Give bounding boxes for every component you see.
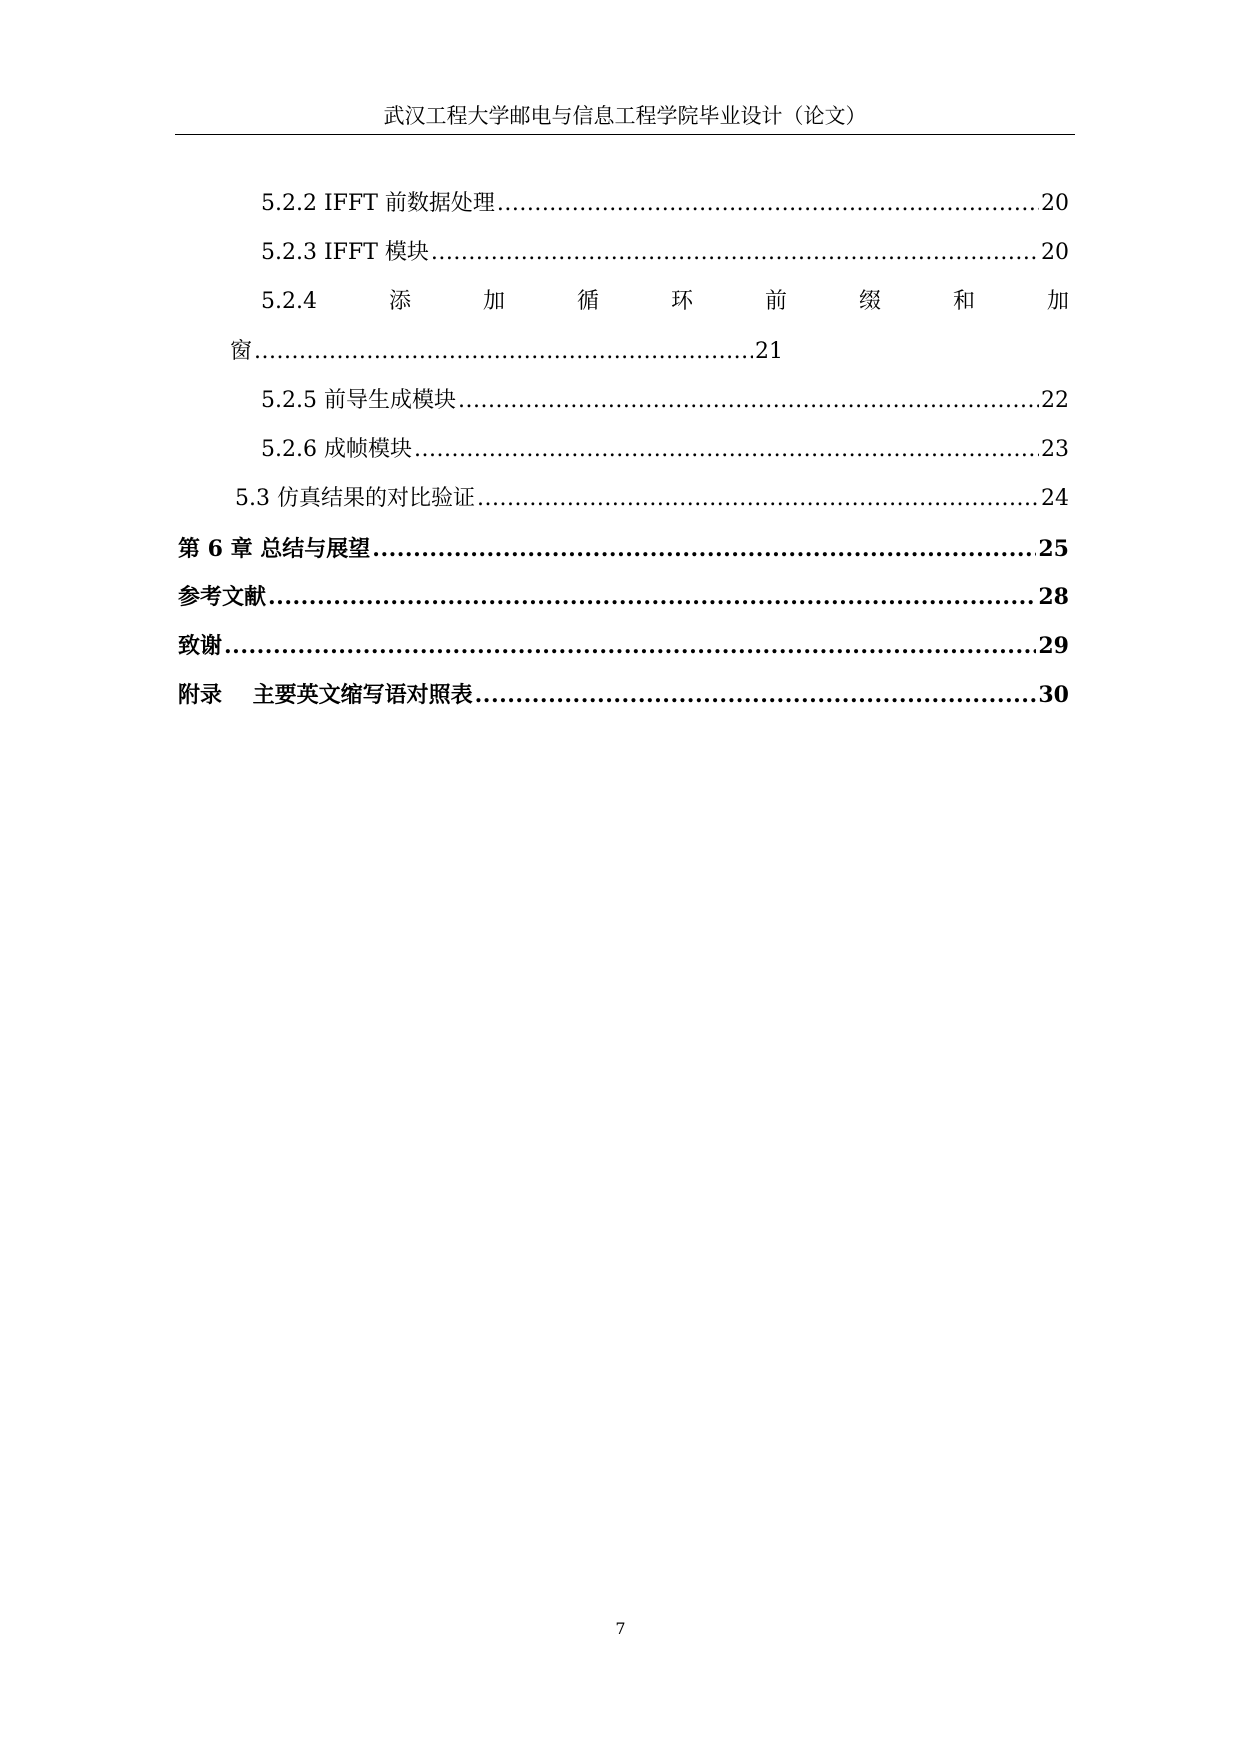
- toc-entry-label: 5.2.6 成帧模块: [261, 437, 412, 462]
- toc-page-number: 20: [1041, 191, 1069, 216]
- toc-entry-label: 附录 主要英文缩写语对照表: [178, 682, 473, 708]
- toc-entry-word: 缀: [858, 289, 881, 314]
- toc-page-number: 21: [755, 339, 783, 364]
- toc-entry-word: 循: [576, 289, 599, 314]
- toc-entry-word: 加: [482, 289, 505, 314]
- toc-entry-word: 环: [670, 289, 693, 314]
- toc-entry-5-3[interactable]: [235, 483, 1069, 515]
- toc-page-number: 28: [1038, 584, 1069, 610]
- toc-entry-word: 前: [764, 289, 787, 314]
- toc-entry-5-2-5[interactable]: [261, 385, 1069, 417]
- dot-leader: [224, 630, 1036, 662]
- toc-entry-5-2-4-continued[interactable]: [230, 336, 783, 368]
- toc-entry-5-2-4[interactable]: [261, 286, 1069, 318]
- running-header: 武汉工程大学邮电与信息工程学院毕业设计（论文）: [383, 104, 867, 128]
- dot-leader: [254, 336, 753, 368]
- toc-entry-label: 第 6 章 总结与展望: [178, 536, 371, 562]
- toc-entry-label: 参考文献: [178, 584, 267, 610]
- header-rule: [175, 134, 1075, 135]
- dot-leader: [268, 581, 1036, 613]
- toc-entry-label: 5.2.2 IFFT 前数据处理: [261, 191, 495, 216]
- toc-entry-label: 5.2.3 IFFT 模块: [261, 240, 429, 265]
- toc-page-number: 30: [1038, 682, 1069, 708]
- toc-entry-word: 和: [952, 289, 975, 314]
- toc-page-number: 29: [1038, 633, 1069, 659]
- dot-leader: [414, 434, 1039, 466]
- toc-page-number: 23: [1041, 437, 1069, 462]
- toc-entry-label: 5.3 仿真结果的对比验证: [235, 486, 475, 511]
- dot-leader: [431, 237, 1039, 269]
- toc-entry-label: 5.2.5 前导生成模块: [261, 388, 456, 413]
- toc-entry-word: 加: [1046, 289, 1069, 314]
- toc-entry-label: 窗: [230, 339, 253, 364]
- toc-page-number: 22: [1041, 388, 1069, 413]
- toc-entry-5-2-3[interactable]: [261, 237, 1069, 269]
- dot-leader: [372, 533, 1036, 565]
- toc-page-number: 20: [1041, 240, 1069, 265]
- toc-page-number: 24: [1041, 486, 1069, 511]
- toc-page-number: 25: [1038, 536, 1069, 562]
- toc-entry-word: 5.2.4: [261, 289, 317, 314]
- toc-entry-chapter-6[interactable]: [178, 533, 1069, 565]
- dot-leader: [497, 188, 1039, 220]
- dot-leader: [475, 679, 1037, 711]
- toc-entry-word: 添: [388, 289, 411, 314]
- dot-leader: [458, 385, 1039, 417]
- toc-entry-references[interactable]: [178, 581, 1069, 613]
- toc-entry-acknowledgements[interactable]: [178, 630, 1069, 662]
- toc-entry-5-2-6[interactable]: [261, 434, 1069, 466]
- toc-entry-appendix[interactable]: [178, 679, 1069, 711]
- toc-entry-label: 致谢: [178, 633, 223, 659]
- dot-leader: [477, 483, 1039, 515]
- toc-entry-5-2-2[interactable]: [261, 188, 1069, 220]
- page-number: 7: [615, 1619, 626, 1638]
